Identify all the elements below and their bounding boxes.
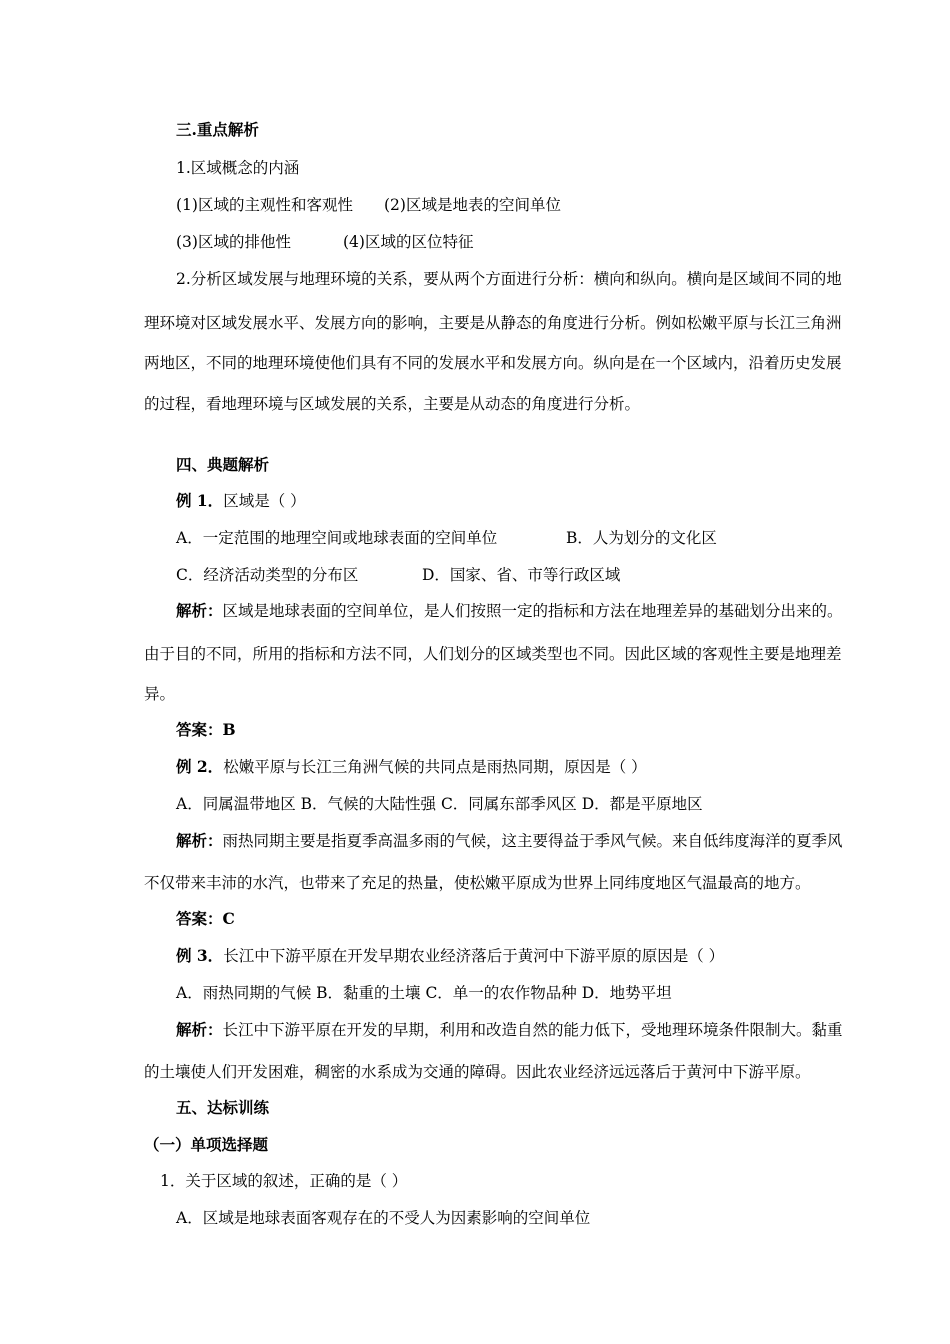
paragraph-line: 两地区，不同的地理环境使他们具有不同的发展水平和发展方向。纵向是在一个区域内，沿着历史发展 <box>144 354 842 372</box>
question-text: 1．关于区域的叙述，正确的是（ ） <box>160 1172 408 1190</box>
paragraph-line: 理环境对区域发展水平、发展方向的影响，主要是从静态的角度进行分析。例如松嫩平原与长江三角洲 <box>144 314 842 332</box>
analysis-label: 解析： <box>176 831 223 850</box>
example-question <box>176 946 724 966</box>
options-line: A．同属温带地区 B．气候的大陆性强 C．同属东部季风区 D．都是平原地区 <box>176 795 703 813</box>
example-label: 例 3． <box>176 946 224 965</box>
question-text: 长江中下游平原在开发早期农业经济落后于黄河中下游平原的原因是（ ） <box>223 947 725 965</box>
paragraph-line: 的过程，看地理环境与区域发展的关系，主要是从动态的角度进行分析。 <box>144 395 641 413</box>
analysis-line <box>176 831 843 851</box>
option-item: A．一定范围的地理空间或地球表面的空间单位 <box>176 529 498 547</box>
analysis-line: 由于目的不同，所用的指标和方法不同，人们划分的区域类型也不同。因此区域的客观性主要是地理差 <box>144 645 842 663</box>
analysis-text: 长江中下游平原在开发的早期，利用和改造自然的能力低下，受地理环境条件限制大。黏重 <box>222 1021 843 1039</box>
analysis-line <box>176 601 843 621</box>
section-heading: 三.重点解析 <box>176 120 259 139</box>
subsection-title: 1.区域概念的内涵 <box>176 159 300 177</box>
point-item: (3)区域的排他性 <box>176 233 291 251</box>
analysis-text: 区域是地球表面的空间单位，是人们按照一定的指标和方法在地理差异的基础划分出来的。 <box>222 602 843 620</box>
option-item: D．国家、省、市等行政区域 <box>422 566 621 584</box>
question-text: 区域是（ ） <box>223 492 306 510</box>
analysis-label: 解析： <box>176 1020 223 1039</box>
analysis-line: 的土壤使人们开发困难，稠密的水系成为交通的障碍。因此农业经济远远落后于黄河中下游平原。 <box>144 1063 811 1081</box>
subsection-title: （一）单项选择题 <box>144 1135 269 1154</box>
answer-text: 答案：C <box>176 909 235 928</box>
question-text: 松嫩平原与长江三角洲气候的共同点是雨热同期，原因是（ ） <box>223 758 647 776</box>
analysis-line: 异。 <box>144 685 176 703</box>
point-item: (1)区域的主观性和客观性 <box>176 196 353 214</box>
option-item: C．经济活动类型的分布区 <box>176 566 359 584</box>
options-line: A．雨热同期的气候 B．黏重的土壤 C．单一的农作物品种 D．地势平坦 <box>176 984 672 1002</box>
option-item: A．区域是地球表面客观存在的不受人为因素影响的空间单位 <box>176 1209 591 1227</box>
answer-text: 答案：B <box>176 720 236 739</box>
paragraph-line: 2.分析区域发展与地理环境的关系，要从两个方面进行分析：横向和纵向。横向是区域间不同的地 <box>176 270 842 288</box>
example-question <box>176 491 306 511</box>
analysis-label: 解析： <box>176 601 223 620</box>
analysis-line: 不仅带来丰沛的水汽，也带来了充足的热量，使松嫩平原成为世界上同纬度地区气温最高的地方。 <box>144 874 811 892</box>
analysis-text: 雨热同期主要是指夏季高温多雨的气候，这主要得益于季风气候。来自低纬度海洋的夏季风 <box>222 832 843 850</box>
point-item: (4)区域的区位特征 <box>343 233 474 251</box>
section-heading: 五、达标训练 <box>176 1098 270 1117</box>
example-label: 例 1． <box>176 491 224 510</box>
example-label: 例 2． <box>176 757 224 776</box>
option-item: B．人为划分的文化区 <box>566 529 717 547</box>
point-item: (2)区域是地表的空间单位 <box>384 196 561 214</box>
analysis-line <box>176 1020 843 1040</box>
section-heading: 四、典题解析 <box>176 455 270 474</box>
example-question <box>176 757 647 777</box>
